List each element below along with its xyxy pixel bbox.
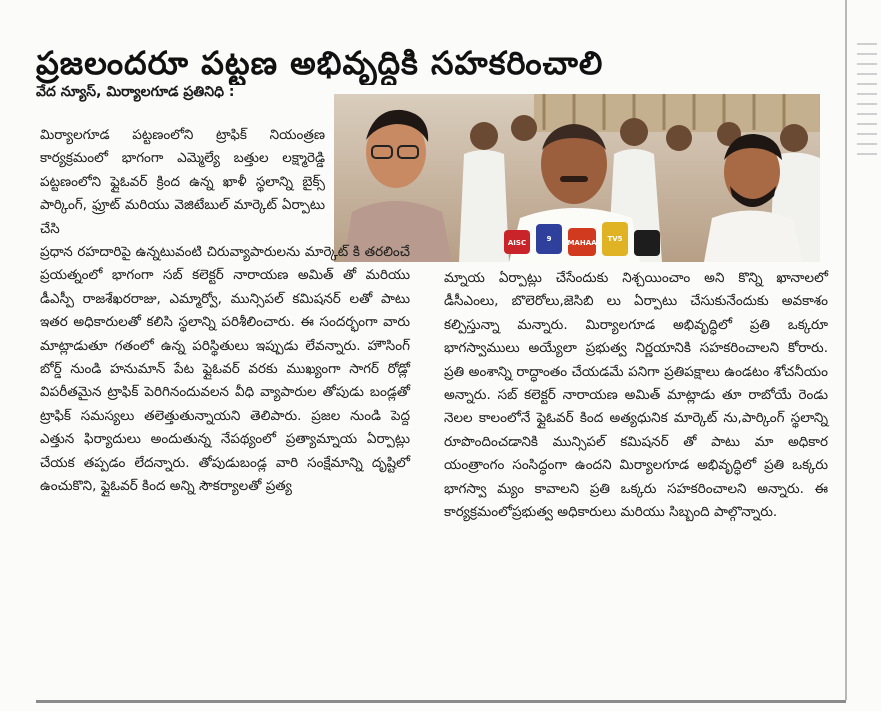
byline: వేద న్యూస్, మిర్యాలగూడ ప్రతినిధి : bbox=[36, 84, 235, 100]
mic-label-9: 9 bbox=[546, 235, 552, 243]
mic-label-tv5: TV5 bbox=[607, 235, 623, 243]
column-divider bbox=[845, 0, 847, 700]
adjacent-article-strip bbox=[853, 35, 881, 675]
mic-label-mahaa: MAHAA bbox=[567, 239, 597, 247]
right-column: మ్నాయ ఏర్పాట్లు చేసేందుకు నిశ్చయించాం అని కొన్ని ఖానాలలో డీసీఎంలు, బొలెరోలు,జెసిబి లు ఏర్పాటు చేసుకునేందుకు అవకాశం కల్పిస్తున్నా మన్నారు. మిర్యాలగూడ అభివృద్ధిలో ప్రతి ఒక్కరూ భాగస్వాములు అయ్యేలా ప్రభుత్వ నిర్ణయానికి సహకరించాలని కోరారు. ప్రతి అంశాన్ని రాద్ధాంతం చేయడమే పనిగా ప్రతిపక్షాలు ఉండటం శోచనీయం అన్నారు. సబ్ కలెక్టర్ నారాయణ అమిత్ మాట్లాడు తూ రాబోయే రెండు నెలల కాలంలోనే ఫ్లైఓవర్ కింద అత్యధునిక మార్కెట్ ను,పార్కింగ్ స్థలాన్ని రూపొందించడానికి మున్సిపల్ కమిషనర్ తో పాటు మా అధికార యంత్రాంగం సంసిద్ధంగా ఉందని మిర్యాలగూడ అభివృద్ధిలో ప్రతి ఒక్కరు భాగస్వా మ్యం కావాలని ప్రతి ఒక్కరు సహకరించాలని అన్నారు. ఈ కార్యక్రమంలోప్రభుత్వ అధికారులు మరియు సిబ్బంది పాల్గొన్నారు. bbox=[444, 270, 828, 521]
bottom-rule bbox=[36, 700, 846, 703]
mic-label-aisc: AISC bbox=[507, 239, 527, 247]
left-column bbox=[40, 124, 410, 499]
headline: ప్రజలందరూ పట్టణ అభివృద్ధికి సహకరించాలి bbox=[36, 44, 604, 83]
left-column-body: ప్రధాన రహదారిపై ఉన్నటువంటి చిరువ్యాపారులను మార్కెట్ కి తరలించే ప్రయత్నంలో భాగంగా సబ్ కలెక్టర్ నారాయణ అమిత్ తో మరియు డీఎస్పీ రాజశేఖరరాజు, ఎమ్మార్వో, మున్సిపల్ కమిషనర్ లతో పాటు ఇతర అధికారులతో కలిసి స్థలాన్ని పరిశీలించారు. ఈ సందర్భంగా వారు మాట్లాడుతూ గతంలో ఉన్న పరిస్థితులు ఇప్పుడు లేవన్నారు. హౌసింగ్ బోర్డ్ నుండి హనుమాన్ పేట ఫ్లైఓవర్ వరకు ముఖ్యంగా సాగర్ రోడ్లో విపరీతమైన ట్రాఫిక్ పెరిగినందువలన వీధి వ్యాపారుల తోపుడు బండ్లతో ట్రాఫిక్ సమస్యలు తలెత్తుతున్నాయని తెలిపారు. ప్రజల నుండి పెద్ద ఎత్తున ఫిర్యాదులు అందుతున్న నేపథ్యంలో ప్రత్యామ్నాయ ఏర్పాట్లు చేయక తప్పడం లేదన్నారు. తోపుడుబండ్ల వారి సంక్షేమాన్ని దృష్టిలో ఉంచుకొని, ఫ్లైఓవర్ కింద అన్ని సౌకర్యాలతో ప్రత్య bbox=[40, 244, 410, 495]
left-column-intro: మిర్యాలగూడ పట్టణంలోని ట్రాఫిక్ నియంత్రణ కార్యక్రమంలో భాగంగా ఎమ్మెల్యే బత్తుల లక్ష్మారెడ్డి పట్టణంలోని ఫ్లైఓవర్ క్రింద ఉన్న ఖాళీ స్థలాన్ని బైక్స్ పార్కింగ్, ఫ్రూట్ మరియు వెజిటేబుల్ మార్కెట్ ఏర్పాటు చేసి bbox=[40, 127, 325, 237]
